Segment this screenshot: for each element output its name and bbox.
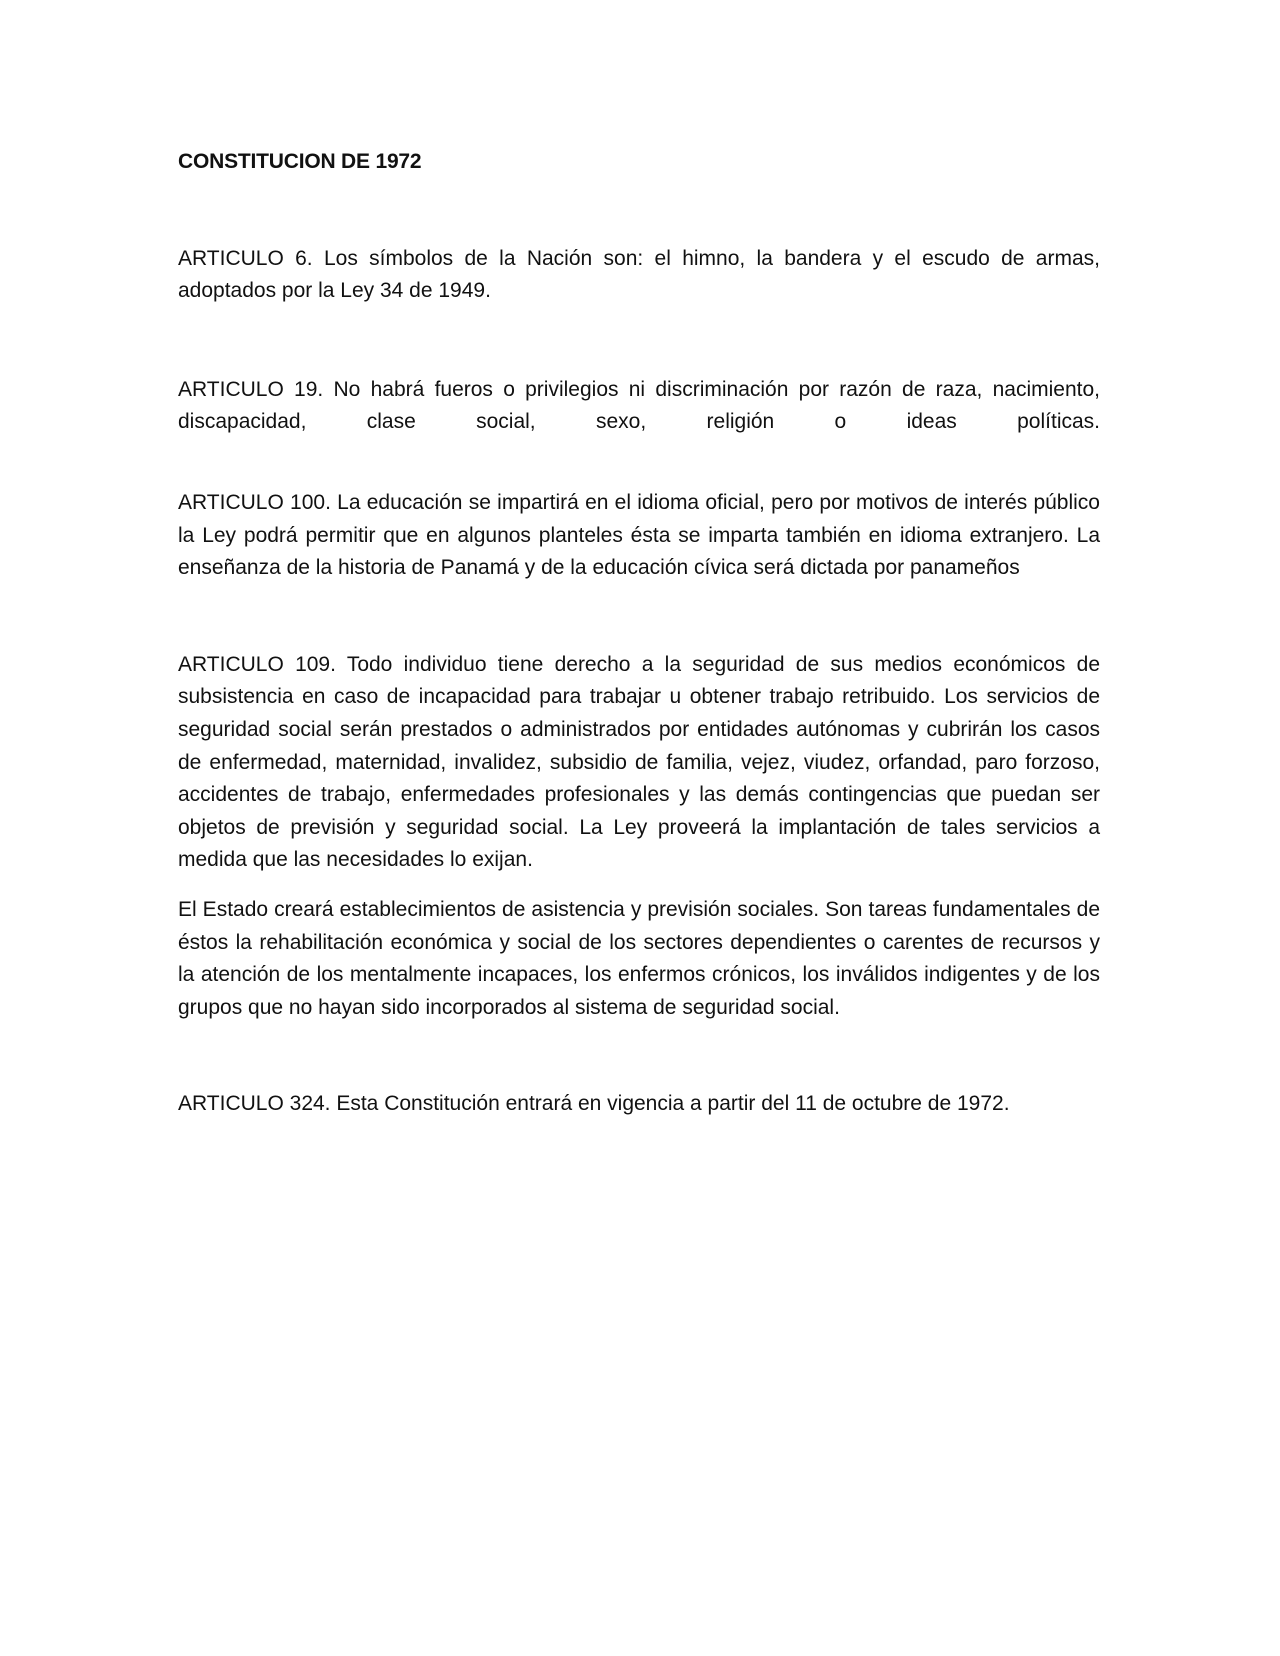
article-109: ARTICULO 109. Todo individuo tiene derecho a la seguridad de sus medios económicos de subsistencia en caso de incapacidad para trabajar u obtener trabajo retribuido. Los servicios de seguridad social serán prestados o administrados por entidades autónomas y cubrirán los casos de enfermedad, maternidad, invalidez, subsidio de familia, vejez, viudez, orfandad, paro forzoso, accidentes de trabajo, enfermedades profesionales y las demás contingencias que puedan ser objetos de previsión y seguridad social. La Ley proveerá la implantación de tales servicios a medida que las necesidades lo exijan. bbox=[178, 652, 1100, 872]
article-100: ARTICULO 100. La educación se impartirá en el idioma oficial, pero por motivos de interés público la Ley podrá permitir que en algunos planteles ésta se imparta también en idioma extranjero. La enseñanza de la historia de Panamá y de la educación cívica será dictada por panameños bbox=[178, 490, 1100, 580]
document-title: CONSTITUCION DE 1972 bbox=[178, 150, 422, 173]
article-324: ARTICULO 324. Esta Constitución entrará en vigencia a partir del 11 de octubre de 1972. bbox=[178, 1092, 1010, 1116]
article-19: ARTICULO 19. No habrá fueros o privilegios ni discriminación por razón de raza, nacimiento, discapacidad, clase social, sexo, religión o ideas políticas. bbox=[178, 377, 1100, 434]
article-109-continuation: El Estado creará establecimientos de asistencia y previsión sociales. Son tareas fundamentales de éstos la rehabilitación económica y social de los sectores dependientes o carentes de recursos y la atención de los mentalmente incapaces, los enfermos crónicos, los inválidos indigentes y de los grupos que no hayan sido incorporados al sistema de seguridad social. bbox=[178, 897, 1100, 1019]
article-6: ARTICULO 6. Los símbolos de la Nación son: el himno, la bandera y el escudo de armas, adoptados por la Ley 34 de 1949. bbox=[178, 246, 1100, 303]
document-body bbox=[178, 146, 1100, 1121]
